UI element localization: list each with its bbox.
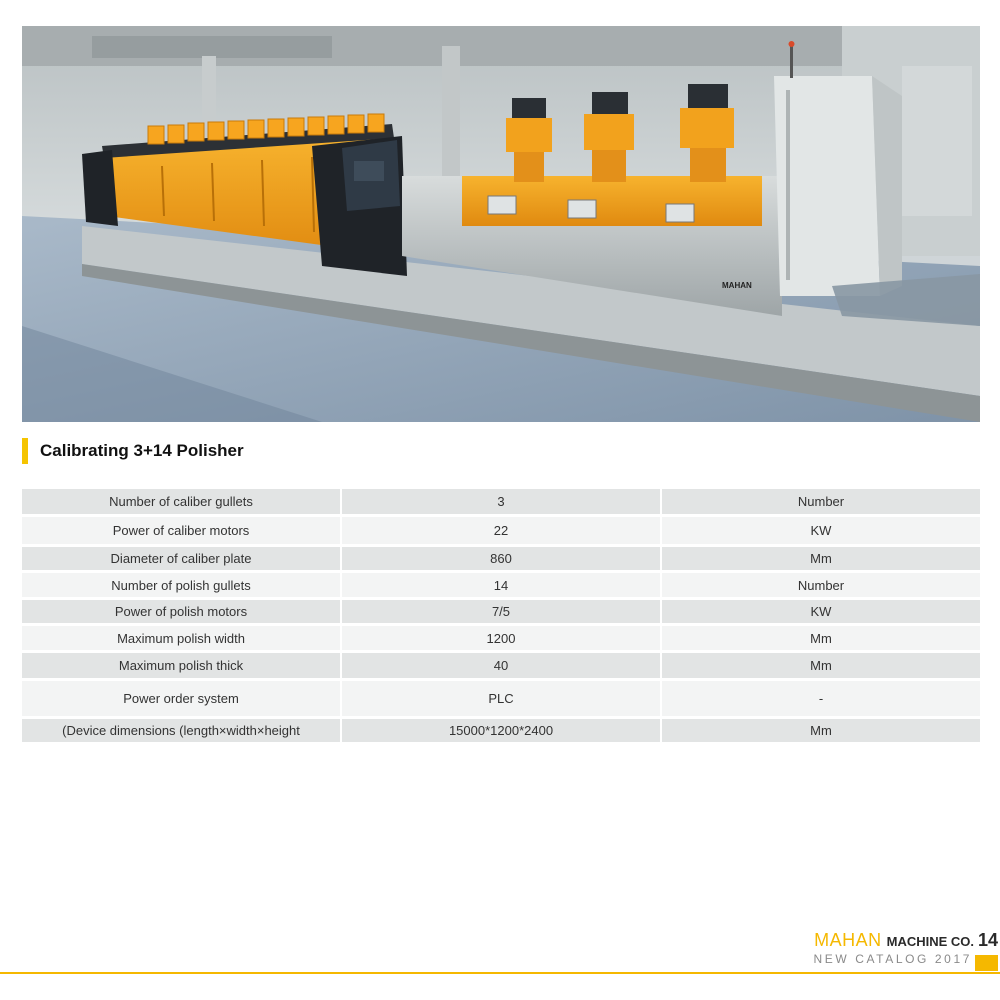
spec-unit: Mm <box>662 626 980 653</box>
spec-parameter: Maximum polish thick <box>22 653 342 681</box>
footer-brand <box>813 931 974 965</box>
spec-unit: KW <box>662 517 980 547</box>
spec-value: 22 <box>342 517 662 547</box>
spec-unit: Number <box>662 573 980 600</box>
page-number: 14 <box>977 930 998 950</box>
spec-parameter: Number of polish gullets <box>22 573 342 600</box>
spec-parameter: Power order system <box>22 681 342 719</box>
spec-value: PLC <box>342 681 662 719</box>
spec-row <box>22 719 980 745</box>
spec-parameter: (Device dimensions (length×width×height <box>22 719 342 745</box>
spec-unit: Mm <box>662 653 980 681</box>
spec-row <box>22 681 980 719</box>
machine-photo <box>22 26 980 422</box>
spec-value: 15000*1200*2400 <box>342 719 662 745</box>
spec-unit: Number <box>662 489 980 517</box>
page-tab-marker <box>975 955 998 971</box>
spec-row <box>22 573 980 600</box>
spec-row <box>22 489 980 517</box>
spec-unit: Mm <box>662 547 980 573</box>
footer-rule <box>0 972 1000 974</box>
spec-parameter: Number of caliber gullets <box>22 489 342 517</box>
spec-row <box>22 600 980 626</box>
brand-company: MACHINE CO. <box>886 934 974 949</box>
spec-value: 3 <box>342 489 662 517</box>
spec-value: 40 <box>342 653 662 681</box>
spec-value: 7/5 <box>342 600 662 626</box>
spec-unit: - <box>662 681 980 719</box>
spec-parameter: Power of polish motors <box>22 600 342 626</box>
product-title: Calibrating 3+14 Polisher <box>40 441 244 460</box>
spec-unit: KW <box>662 600 980 626</box>
spec-row <box>22 547 980 573</box>
catalog-label: NEW CATALOG 2017 <box>813 952 972 966</box>
caliber-motors <box>506 84 734 182</box>
spec-value: 14 <box>342 573 662 600</box>
title-accent-bar <box>22 438 28 464</box>
brand-name: MAHAN <box>814 930 882 950</box>
spec-row <box>22 653 980 681</box>
spec-unit: Mm <box>662 719 980 745</box>
spec-value: 1200 <box>342 626 662 653</box>
spec-table <box>22 489 980 745</box>
machine-brand-label: MAHAN <box>722 281 752 290</box>
spec-parameter: Maximum polish width <box>22 626 342 653</box>
spec-parameter: Power of caliber motors <box>22 517 342 547</box>
product-heading <box>22 438 244 464</box>
machine-illustration <box>22 26 980 422</box>
spec-row <box>22 517 980 547</box>
spec-parameter: Diameter of caliber plate <box>22 547 342 573</box>
spec-value: 860 <box>342 547 662 573</box>
spec-row <box>22 626 980 653</box>
